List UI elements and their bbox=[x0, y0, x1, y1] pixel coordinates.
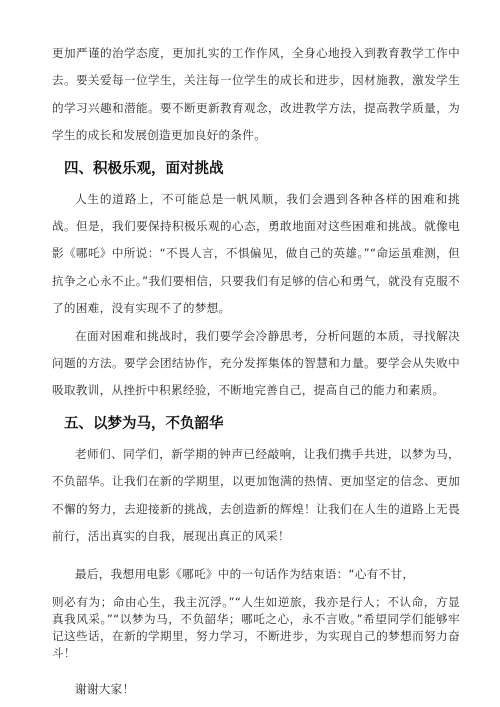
section-heading-5: 五、以梦为马，不负韶华 bbox=[64, 415, 224, 432]
document-page bbox=[52, 40, 460, 703]
paragraph-face-challenges: 人生的道路上，不可能总是一帆风顺，我们会遇到各种各样的困难和挑战。但是，我们要保持积极乐观的心态，勇敢地面对这些困难和挑战。就像电影《哪吒》中所说：“不畏人言，不惧偏见，做自己的英雄。”“命运虽难测，但抗争之心永不止。”我们要相信，只要我们有足够的信心和勇气，就没有克服不了的困难，没有实现不了的梦想。 bbox=[52, 191, 460, 316]
closing-thanks: 谢谢大家！ bbox=[75, 681, 135, 696]
section-heading-4: 四、积极乐观，面对挑战 bbox=[64, 160, 224, 177]
paragraph-new-semester: 老师们、同学们，新学期的钟声已经敲响，让我们携手共进，以梦为马，不负韶华。让我们在新的学期里，以更加饱满的热情、更加坚定的信念、更加不懈的努力，去迎接新的挑战，去创造新的辉煌！让我们在人生的道路上无畏前行，活出真实的自我，展现出真正的风采！ bbox=[52, 446, 460, 544]
paragraph-teaching-attitude: 更加严谨的治学态度，更加扎实的工作作风，全身心地投入到教育教学工作中去。要关爱每一位学生，关注每一位学生的成长和进步，因材施教，激发学生的学习兴趣和潜能。要不断更新教育观念，改进教学方法，提高教学质量，为学生的成长和发展创造更加良好的条件。 bbox=[52, 46, 460, 143]
paragraph-problem-solving: 在面对困难和挑战时，我们要学会冷静思考，分析问题的本质，寻找解决问题的方法。要学会团结协作，充分发挥集体的智慧和力量。要学会从失败中吸取教训，从挫折中积累经验，不断地完善自己，提高自己的能力和素质。 bbox=[52, 328, 460, 398]
paragraph-closing-first-line: 最后，我想用电影《哪吒》中的一句话作为结束语：“心有不甘， bbox=[75, 566, 415, 581]
paragraph-closing-quotes: 则必有为；命由心生，我主沉浮。”“人生如逆旅，我亦是行人；不认命，方显真我风采。”“以梦为马，不负韶华；哪吒之心，永不言败。”希望同学们能够牢记这些话，在新的学期里，努力学习，不断进步，为实现自己的梦想而努力奋斗！ bbox=[52, 594, 460, 660]
